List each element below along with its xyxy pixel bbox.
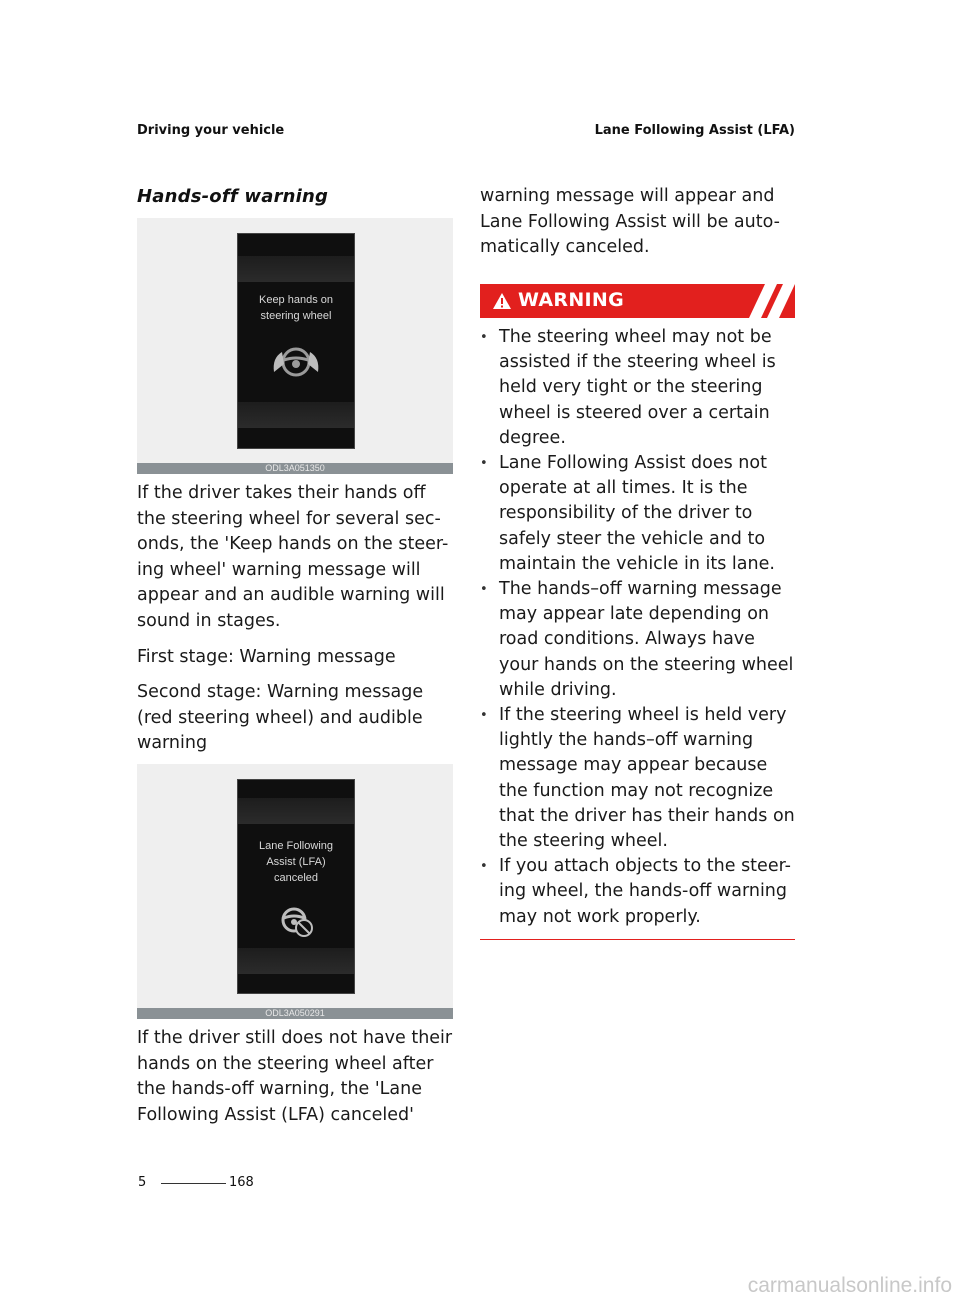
running-header-topic: Lane Following Assist (LFA) bbox=[594, 123, 795, 138]
body-paragraph: warning message will appear and Lane Following Assist will be auto-matically canceled. bbox=[480, 186, 780, 257]
steering-wheel-off-icon bbox=[276, 900, 318, 942]
figure-caption: ODL3A051350 bbox=[137, 463, 453, 474]
display-top-band bbox=[238, 256, 354, 282]
chapter-number: 5 bbox=[138, 1175, 147, 1190]
display-bottom-band bbox=[238, 402, 354, 428]
display-message bbox=[238, 838, 354, 886]
hands-on-steering-wheel-icon bbox=[268, 342, 324, 382]
figure-caption: ODL3A050291 bbox=[137, 1008, 453, 1019]
cluster-display bbox=[237, 779, 355, 994]
warning-list-item: • If you attach objects to the steer-ing wheel, the hands-off warning may not work properly. bbox=[480, 854, 798, 930]
figure-lfa-canceled bbox=[137, 764, 453, 1019]
warning-stripes-decoration bbox=[735, 284, 795, 318]
warning-list-item: • If the steering wheel is held very lightly the hands–off warning message may appear because the function may not recognize that the driver has their hands on the steering wheel. bbox=[480, 703, 798, 854]
warning-list-item: • The steering wheel may not be assisted if the steering wheel is held very tight or the steering wheel is steered over a certain degree. bbox=[480, 325, 798, 451]
section-title: Hands-off warning bbox=[137, 186, 329, 207]
watermark: carmanualsonline.info bbox=[747, 1274, 952, 1297]
warning-label: WARNING bbox=[518, 289, 625, 311]
warning-list-item: • The hands–off warning message may appear late depending on road conditions. Always have your hands on the steering wheel while driving. bbox=[480, 577, 798, 703]
display-message-line: canceled bbox=[273, 872, 319, 884]
body-paragraph: If the driver takes their hands off the steering wheel for several sec-onds, the 'Keep hands on the steer-ing wheel' warning message will appear and an audible warning will sound in stages. bbox=[137, 483, 449, 631]
display-message-line: Keep hands on bbox=[258, 294, 333, 306]
display-bottom-band bbox=[238, 948, 354, 974]
page-number: 168 bbox=[229, 1175, 254, 1190]
warning-list bbox=[480, 325, 798, 930]
warning-list-item: • Lane Following Assist does not operate at all times. It is the responsibility of the driver to safely steer the vehicle and to maintain the vehicle in its lane. bbox=[480, 451, 798, 577]
cluster-display bbox=[237, 233, 355, 449]
body-paragraph: First stage: Warning message bbox=[137, 647, 396, 667]
display-top-band bbox=[238, 798, 354, 824]
running-header-section: Driving your vehicle bbox=[137, 123, 285, 138]
figure-keep-hands-on bbox=[137, 218, 453, 474]
footer-divider bbox=[161, 1183, 226, 1184]
display-message-line: steering wheel bbox=[260, 310, 332, 322]
warning-header bbox=[480, 284, 795, 318]
display-message bbox=[238, 292, 354, 324]
warning-end-rule bbox=[480, 939, 795, 940]
display-message-line: Assist (LFA) bbox=[266, 856, 326, 868]
body-paragraph: Second stage: Warning message (red steering wheel) and audible warning bbox=[137, 682, 424, 753]
display-message-line: Lane Following bbox=[259, 840, 333, 852]
body-paragraph: If the driver still does not have their hands on the steering wheel after the hands-off warning, the 'Lane Following Assist (LFA) canceled' bbox=[137, 1028, 453, 1125]
warning-triangle-icon bbox=[492, 291, 512, 311]
